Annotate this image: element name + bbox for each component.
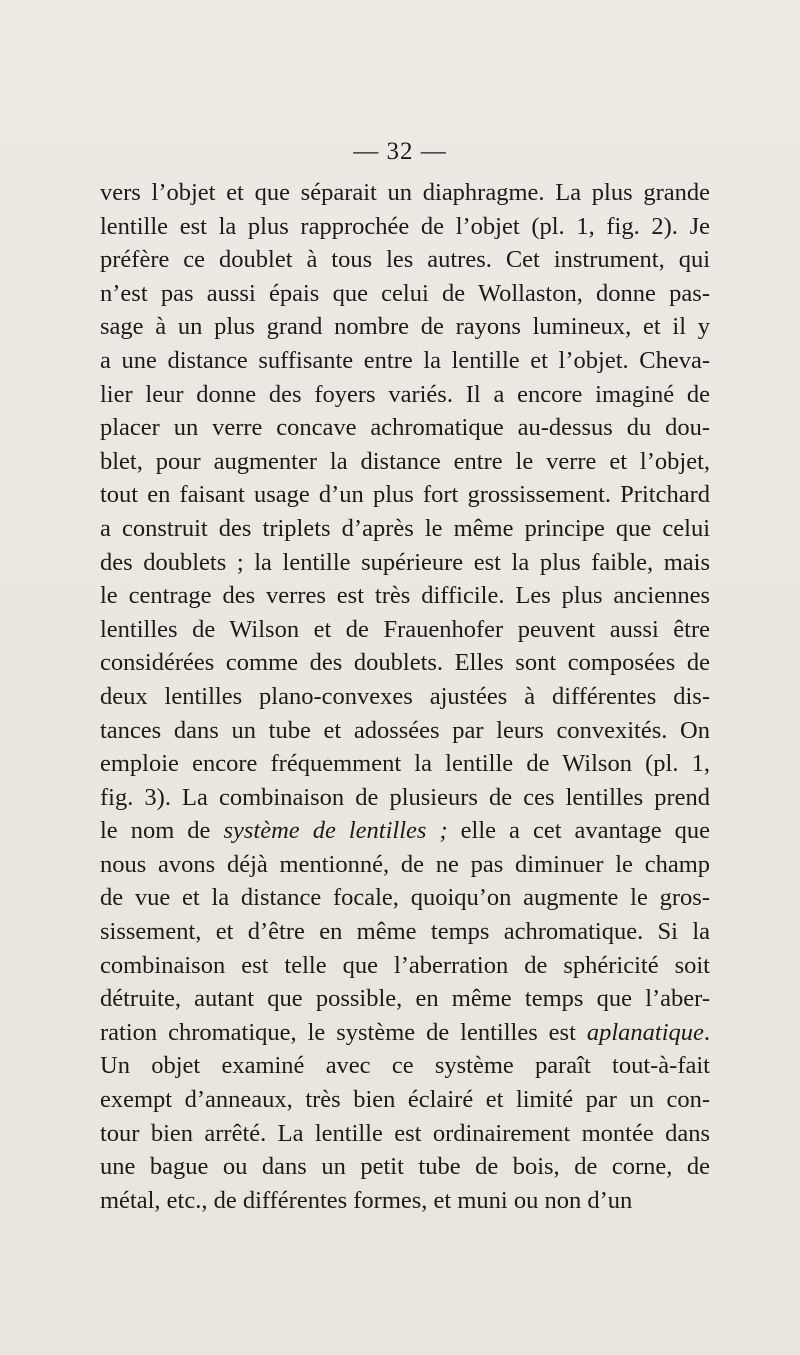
text-segment: tout en faisant usage d’un plus fort grossissement. Pritchard <box>100 481 710 509</box>
text-line <box>100 848 710 882</box>
text-line <box>100 781 710 815</box>
text-segment: a une distance suffisante entre la lentille et l’objet. Cheva- <box>100 346 710 374</box>
text-segment: elle a cet avantage que <box>447 817 710 845</box>
text-segment: de vue et la distance focale, quoiqu’on augmente le gros- <box>100 884 710 912</box>
text-line <box>100 546 710 580</box>
text-line <box>100 915 710 949</box>
text-line <box>100 243 710 277</box>
text-segment: tances dans un tube et adossées par leurs convexités. On <box>100 716 710 744</box>
text-segment: deux lentilles plano-convexes ajustées à différentes dis- <box>100 682 710 710</box>
text-segment: a construit des triplets d’après le même principe que celui <box>100 514 710 542</box>
text-line <box>100 680 710 714</box>
text-segment: fig. 3). La combinaison de plusieurs de ces lentilles prend <box>100 783 710 811</box>
text-line <box>100 378 710 412</box>
text-segment: exempt d’anneaux, très bien éclairé et limité par un con- <box>100 1086 710 1114</box>
text-line <box>100 881 710 915</box>
text-segment: sage à un plus grand nombre de rayons lumineux, et il y <box>100 313 710 341</box>
text-segment: placer un verre concave achromatique au-dessus du dou- <box>100 414 710 442</box>
text-line <box>100 1083 710 1117</box>
text-line <box>100 747 710 781</box>
text-line <box>100 982 710 1016</box>
italic-term: aplanatique <box>586 1018 704 1046</box>
text-segment: blet, pour augmenter la distance entre le verre et l’objet, <box>100 447 710 475</box>
body-text <box>100 176 710 1217</box>
text-segment: détruite, autant que possible, en même temps que l’aber- <box>100 985 710 1013</box>
text-segment: métal, etc., de différentes formes, et muni ou non d’un <box>100 1186 633 1214</box>
text-segment: ration chromatique, le système de lentilles est <box>100 1018 587 1046</box>
text-segment: lentilles de Wilson et de Frauenhofer peuvent aussi être <box>100 615 710 643</box>
text-segment: lentille est la plus rapprochée de l’objet (pl. 1, fig. 2). Je <box>100 212 710 240</box>
text-segment: le centrage des verres est très difficile. Les plus anciennes <box>100 582 710 610</box>
text-segment: préfère ce doublet à tous les autres. Cet instrument, qui <box>100 246 710 274</box>
text-segment: nous avons déjà mentionné, de ne pas diminuer le champ <box>100 850 710 878</box>
text-line <box>100 814 710 848</box>
text-line <box>100 714 710 748</box>
text-line <box>100 646 710 680</box>
text-line <box>100 579 710 613</box>
text-line <box>100 1150 710 1184</box>
text-line <box>100 411 710 445</box>
text-line <box>100 478 710 512</box>
text-line <box>100 344 710 378</box>
text-segment: sissement, et d’être en même temps achromatique. Si la <box>100 918 710 946</box>
text-line <box>100 1184 710 1218</box>
text-segment: une bague ou dans un petit tube de bois, de corne, de <box>100 1153 710 1181</box>
text-line <box>100 1117 710 1151</box>
text-line <box>100 1049 710 1083</box>
text-line <box>100 512 710 546</box>
text-line <box>100 613 710 647</box>
text-segment: . <box>703 1018 710 1046</box>
text-segment: vers l’objet et que séparait un diaphragme. La plus grande <box>100 179 710 206</box>
italic-term: système de lentilles ; <box>223 817 448 845</box>
text-segment: tour bien arrêté. La lentille est ordinairement montée dans <box>100 1119 710 1147</box>
text-segment: des doublets ; la lentille supérieure est la plus faible, mais <box>100 548 710 576</box>
text-line <box>100 277 710 311</box>
text-segment: lier leur donne des foyers variés. Il a encore imaginé de <box>100 380 710 408</box>
page-number: — 32 — <box>353 138 447 165</box>
text-segment: combinaison est telle que l’aberration de sphéricité soit <box>100 951 710 979</box>
text-segment: emploie encore fréquemment la lentille de Wilson (pl. 1, <box>100 750 710 778</box>
text-segment: Un objet examiné avec ce système paraît tout-à-fait <box>100 1052 710 1080</box>
text-segment: le nom de <box>100 817 224 845</box>
text-segment: considérées comme des doublets. Elles sont composées de <box>100 649 710 677</box>
text-line <box>100 949 710 983</box>
text-line <box>100 445 710 479</box>
text-line <box>100 176 710 210</box>
text-line <box>100 310 710 344</box>
text-line <box>100 210 710 244</box>
text-segment: n’est pas aussi épais que celui de Wollaston, donne pas- <box>100 279 710 307</box>
text-line <box>100 1016 710 1050</box>
